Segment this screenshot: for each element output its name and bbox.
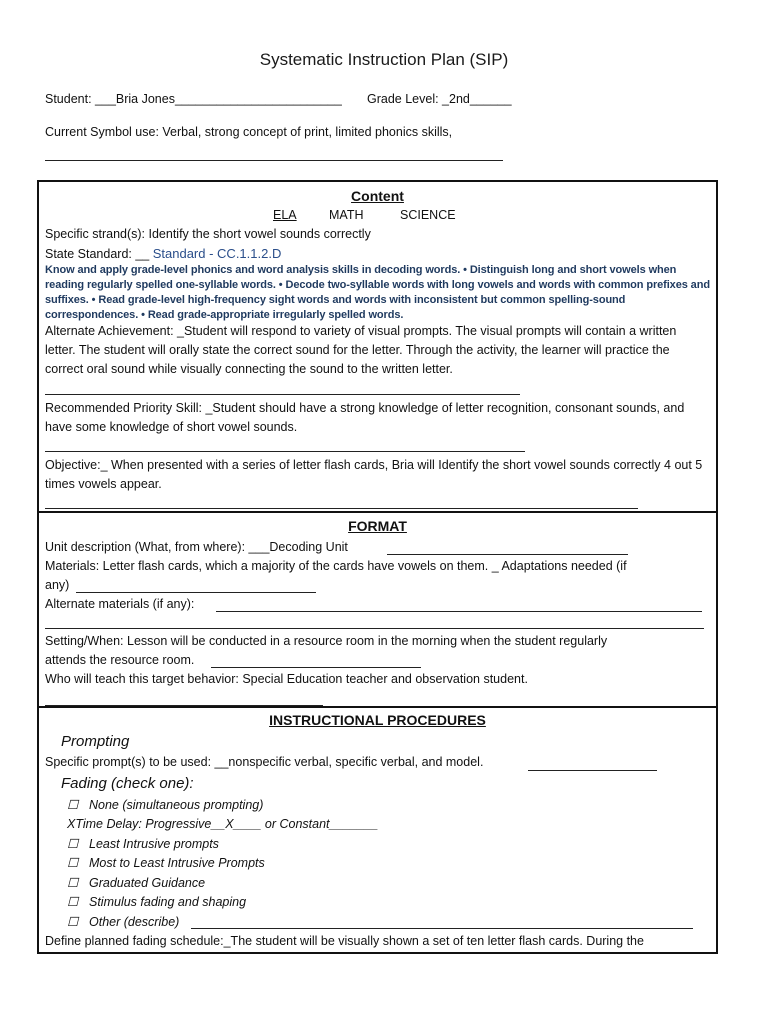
priority-skill: Recommended Priority Skill: _Student should have a strong knowledge of letter recognition, consonant sounds, and have some knowledge of short vowel sounds. [45,401,685,434]
checkbox-icon[interactable]: ☐ [67,837,79,851]
instructional-procedures-section [37,706,718,954]
other-describe-underline [191,928,693,929]
fading-option-none [67,797,263,812]
subject-science: SCIENCE [400,208,456,222]
fading-schedule: Define planned fading schedule:_The student will be visually shown a set of ten letter flash cards. During the [45,934,644,948]
alternate-materials: Alternate materials (if any): [45,597,195,611]
unit-description-underline [387,554,628,555]
fading-option-label: Most to Least Intrusive Prompts [89,856,265,870]
fading-option-label: None (simultaneous prompting) [89,798,264,812]
format-section [37,511,718,708]
materials-line-2: any) [45,578,70,592]
state-standard-id: Standard - CC.1.1.2.D [152,246,282,261]
grade-level-line: Grade Level: _2nd______ [367,92,512,106]
fading-option-label: Other (describe) [89,915,180,929]
fading-option-least [67,836,219,851]
standard-text: Know and apply grade-level phonics and word analysis skills in decoding words. • Distinguish long and short vowels when reading regularly spelled one-syllable words. • Decode two-syllable words with long vowels and words with common prefixes and suffixes. • Read grade-level high-frequency sight words and words with inconsistent but common spelling-sound correspondences. • Read grade-appropriate irregularly spelled words. [45,264,710,321]
achievement-underline [45,394,520,395]
checkbox-icon[interactable]: ☐ [67,915,79,929]
objective: Objective:_ When presented with a series of letter flash cards, Bria will Identify the short vowel sounds correctly 4 out 5 times vowels appear. [45,458,703,491]
priority-skill-underline [45,451,525,452]
fading-option-time-delay: XTime Delay: Progressive__X____ or Constant_______ [67,817,379,831]
content-heading: Content [351,188,404,204]
who-teaches: Who will teach this target behavior: Special Education teacher and observation student. [45,672,528,686]
checkbox-icon[interactable]: ☐ [67,798,79,812]
state-standard-line [45,246,281,261]
specific-prompts-underline [528,770,657,771]
checkbox-icon[interactable]: ☐ [67,856,79,870]
fading-heading: Fading (check one): [61,775,194,792]
format-heading: FORMAT [348,518,407,534]
subject-ela: ELA [273,208,297,222]
setting-line-2: attends the resource room. [45,653,195,667]
fading-option-most [67,855,265,870]
setting-line-1: Setting/When: Lesson will be conducted in a resource room in the morning when the student regularly [45,634,608,648]
setting-underline [211,667,421,668]
fading-option-label: Least Intrusive prompts [89,837,219,851]
checkbox-icon[interactable]: ☐ [67,876,79,890]
page-title: Systematic Instruction Plan (SIP) [259,50,509,69]
fading-option-stimulus [67,894,246,909]
fading-option-label: Graduated Guidance [89,876,206,890]
unit-description: Unit description (What, from where): ___Decoding Unit [45,540,348,554]
procedures-heading: INSTRUCTIONAL PROCEDURES [269,712,486,728]
alternate-materials-underline [216,611,702,612]
symbol-use-underline [45,160,503,161]
specific-prompts: Specific prompt(s) to be used: __nonspecific verbal, specific verbal, and model. [45,755,484,769]
objective-underline [45,508,638,509]
symbol-use-line: Current Symbol use: Verbal, strong concept of print, limited phonics skills, [45,125,453,139]
fading-option-other [67,914,179,929]
state-standard-label: State Standard: __ [45,247,150,261]
materials-line-1: Materials: Letter flash cards, which a majority of the cards have vowels on them. _ Adaptations needed (if [45,559,627,573]
checkbox-icon[interactable]: ☐ [67,895,79,909]
adaptations-underline [76,592,316,593]
content-section [37,180,718,513]
fading-option-label: Stimulus fading and shaping [89,895,247,909]
prompting-heading: Prompting [61,733,130,750]
student-line: Student: ___Bria Jones________________________ [45,92,342,106]
subject-math: MATH [329,208,364,222]
alternate-achievement: Alternate Achievement: _Student will respond to variety of visual prompts. The visual prompts will contain a written letter. The student will orally state the correct sound for the letter. Through the activity, the learner will practice the correct oral sound while visually connecting the sound to the written letter. [45,324,677,376]
alternate-materials-underline-2 [45,628,704,629]
fading-option-graduated [67,875,205,890]
specific-strand: Specific strand(s): Identify the short vowel sounds correctly [45,227,371,241]
